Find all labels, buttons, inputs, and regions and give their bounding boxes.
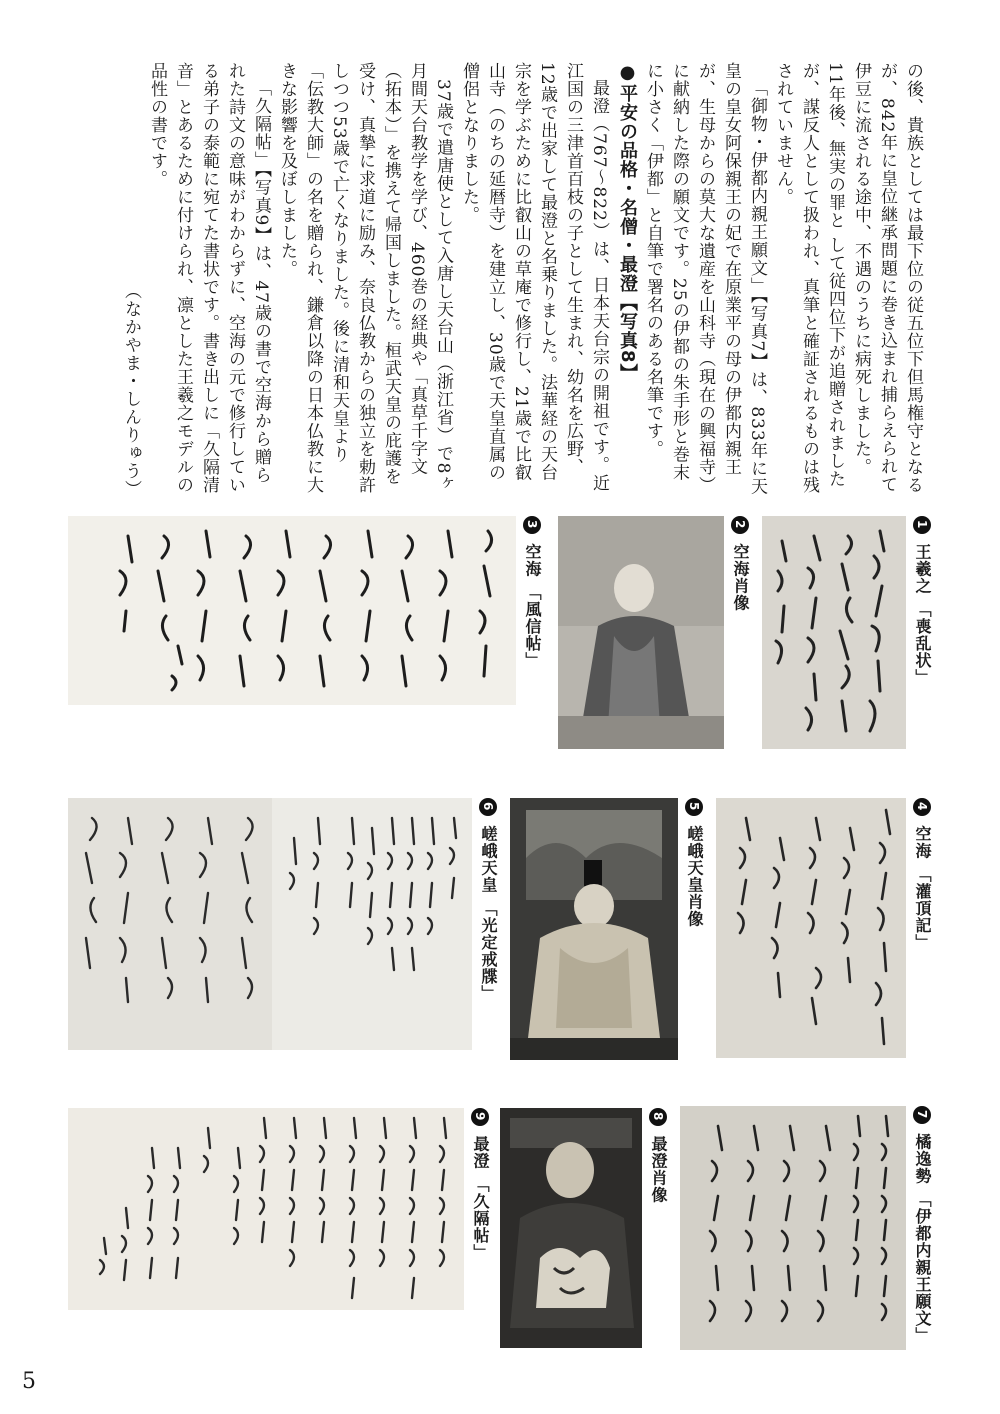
caption-number: 6 xyxy=(479,798,497,816)
photo-8-saicho-portrait xyxy=(500,1108,642,1348)
caption-title: 王羲之 xyxy=(913,543,932,595)
author-credit: （なかやま・しんりゅう） xyxy=(121,282,141,498)
page-number: 5 xyxy=(22,1369,36,1394)
caption-title: 最澄肖像 xyxy=(649,1135,668,1204)
caption-2 xyxy=(730,516,750,612)
paragraph-4: 37歳で遣唐使として入唐し天台山（浙江省）で8ヶ月間天台教学を学び、460巻の経典や「真草千字文（拓本）」を携えて帰国しました。桓武天皇の庇護を受け、真摯に求道に励み、奈良仏教からの独立を勅許しつつ53歳で亡くなりました。後に清和天皇より「伝教大師」の名を贈られ、鎌倉以降の日本仏教に大きな影響を及ぼしました。 xyxy=(277,62,453,494)
caption-number: 1 xyxy=(913,516,931,534)
caption-7 xyxy=(912,1106,932,1344)
photo-6-kojo-kaicho xyxy=(68,798,472,1050)
caption-work: 「灌頂記」 xyxy=(913,866,932,952)
section-heading: ●平安の品格・名僧・最澄【写真8】 xyxy=(617,62,638,383)
caption-1 xyxy=(912,516,932,686)
caption-title: 最澄 xyxy=(471,1135,490,1170)
caption-work: 「光定戒牒」 xyxy=(479,900,498,1003)
paragraph-5: 「久隔帖」【写真9】は、47歳の書で空海から贈られた詩文の意味がわからずに、空海の元で修行している弟子の泰範に宛てた書状です。書き出しに「久隔清音」とあるために付けられ、凛とした王羲之モデルの品性の書です。 xyxy=(147,62,271,494)
photo-5-saga-portrait xyxy=(510,798,678,1060)
caption-number: 2 xyxy=(731,516,749,534)
caption-3 xyxy=(522,516,542,669)
caption-title: 橘逸勢 xyxy=(913,1133,932,1185)
caption-title: 嵯峨天皇 xyxy=(479,825,498,894)
photo-3-fushinjo xyxy=(68,516,516,705)
photo-2-kukai-portrait xyxy=(558,516,724,749)
caption-number: 8 xyxy=(649,1108,667,1126)
caption-number: 3 xyxy=(523,516,541,534)
article-body xyxy=(106,62,926,498)
caption-number: 4 xyxy=(913,798,931,816)
caption-6 xyxy=(478,798,498,1002)
paragraph-2: 「御物・伊都内親王願文」【写真7】は、833年に天皇の皇女阿保親王の妃で在原業平の母の伊都内親王が、生母からの莫大な遺産を山科寺（現在の興福寺）に献納した際の願文です。25の伊都の朱手形と巻末に小さく「伊都」と自筆で署名のある名筆です。 xyxy=(643,62,767,496)
caption-number: 5 xyxy=(685,798,703,816)
photo-9-kyukakujo xyxy=(68,1108,464,1310)
caption-title: 嵯峨天皇肖像 xyxy=(685,825,704,928)
caption-work: 「伊都内親王願文」 xyxy=(913,1191,932,1345)
photo-1-calligraphy xyxy=(762,516,906,749)
paragraph-3: 最澄（767〜822）は、日本天台宗の開祖です。近江国の三津首百枝の子として生まれ、幼名を広野、12歳で出家して最澄と名乗りました。法華経の天台宗を学ぶために比叡山の草庵で修行し、21歳で比叡山寺（のちの延暦寺）を建立し、30歳で天皇直属の僧侶となりました。 xyxy=(459,62,609,492)
caption-title: 空海 xyxy=(523,543,542,578)
caption-title: 空海肖像 xyxy=(731,543,750,612)
caption-work: 「風信帖」 xyxy=(523,584,542,670)
caption-9 xyxy=(470,1108,490,1261)
paragraph-1: の後、貴族としては最下位の従五位下但馬権守となるが、842年に皇位継承問題に巻き込まれ捕らえられて伊豆に流される途中、不遇のうちに病死しました。11年後、無実の罪と して従四位下が追贈されましたが、謀反人として扱われ、真筆と確証されるものは残されていません。 xyxy=(773,62,923,494)
caption-5 xyxy=(684,798,704,928)
photo-4-kanjoki xyxy=(716,798,906,1058)
caption-8 xyxy=(648,1108,668,1204)
caption-work: 「喪乱状」 xyxy=(913,601,932,687)
caption-number: 7 xyxy=(913,1106,931,1124)
photo-7-itonaishinno-ganmon xyxy=(680,1106,906,1350)
caption-4 xyxy=(912,798,932,951)
caption-work: 「久隔帖」 xyxy=(471,1176,490,1262)
caption-number: 9 xyxy=(471,1108,489,1126)
caption-title: 空海 xyxy=(913,825,932,860)
